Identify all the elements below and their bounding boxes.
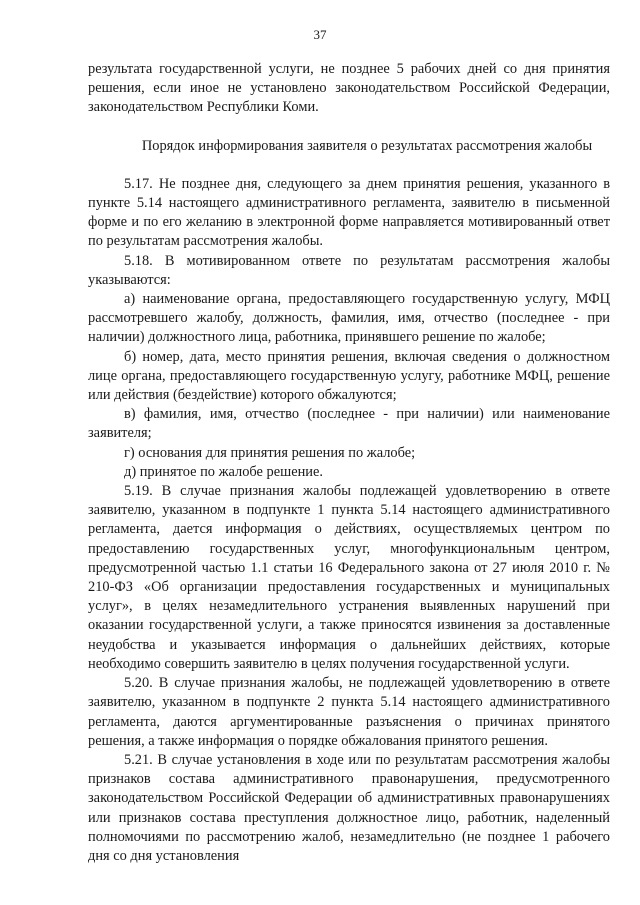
- list-item-b: б) номер, дата, место принятия решения, включая сведения о должностном лице органа, предоставляющего государственную услугу, работнике МФЦ, решение или действия (бездействие) которого обжалуются;: [88, 348, 610, 404]
- list-item-a: а) наименование органа, предоставляющего государственную услугу, МФЦ рассмотревшего жалобу, должность, фамилия, имя, отчество (последнее - при наличии) должностного лица, работника, принявшего решение по жалобе;: [88, 291, 610, 346]
- continuation-paragraph: результата государственной услуги, не позднее 5 рабочих дней со дня принятия решения, если иное не установлено законодательством Российской Федерации, законодательством Республики Коми.: [88, 61, 610, 116]
- list-item-g: г) основания для принятия решения по жалобе;: [124, 444, 416, 461]
- paragraph-5-19: 5.19. В случае признания жалобы подлежащей удовлетворению в ответе заявителю, указанном в подпункте 1 пункта 5.14 настоящего административного регламента, дается информация о действиях, осуществляемых центром по предоставлению государственных услуг, многофункциональным центром, предусмотренной частью 1.1 статьи 16 Федерального закона от 27 июля 2010 г. № 210-ФЗ «Об организации предоставления государственных и муниципальных услуг», в целях незамедлительного устранения выявленных нарушений при оказании государственной услуги, а также приносятся извинения за доставленные неудобства и указывается информация о дальнейших действиях, которые необходимо совершить заявителю в целях получения государственной услуги.: [88, 483, 610, 672]
- paragraph-5-21: 5.21. В случае установления в ходе или по результатам рассмотрения жалобы признаков состава административного правонарушения, предусмотренного законодательством Российской Федерации об административных правонарушениях или признаков состава преступления должностное лицо, работник, наделенный полномочиями по рассмотрению жалоб, незамедлительно (не позднее 1 рабочего дня со дня установления: [88, 751, 610, 864]
- paragraph-5-18: 5.18. В мотивированном ответе по результатам рассмотрения жалобы указываются:: [88, 252, 610, 288]
- paragraph-5-20: 5.20. В случае признания жалобы, не подлежащей удовлетворению в ответе заявителю, указанном в подпункте 2 пункта 5.14 настоящего административного регламента, даются аргументированные разъяснения о причинах принятого решения, а также информация о порядке обжалования принятого решения.: [88, 675, 610, 749]
- list-item-d: д) принятое по жалобе решение.: [124, 463, 323, 480]
- section-heading: Порядок информирования заявителя о результатах рассмотрения жалобы: [141, 137, 593, 154]
- paragraph-5-17: 5.17. Не позднее дня, следующего за днем принятия решения, указанного в пункте 5.14 настоящего административного регламента, заявителю в письменной форме и по его желанию в электронной форме направляется мотивированный ответ по результатам рассмотрения жалобы.: [88, 175, 610, 250]
- page-number: 37: [313, 27, 327, 42]
- document-body: [88, 60, 610, 866]
- list-item-v: в) фамилия, имя, отчество (последнее - при наличии) или наименование заявителя;: [88, 406, 610, 442]
